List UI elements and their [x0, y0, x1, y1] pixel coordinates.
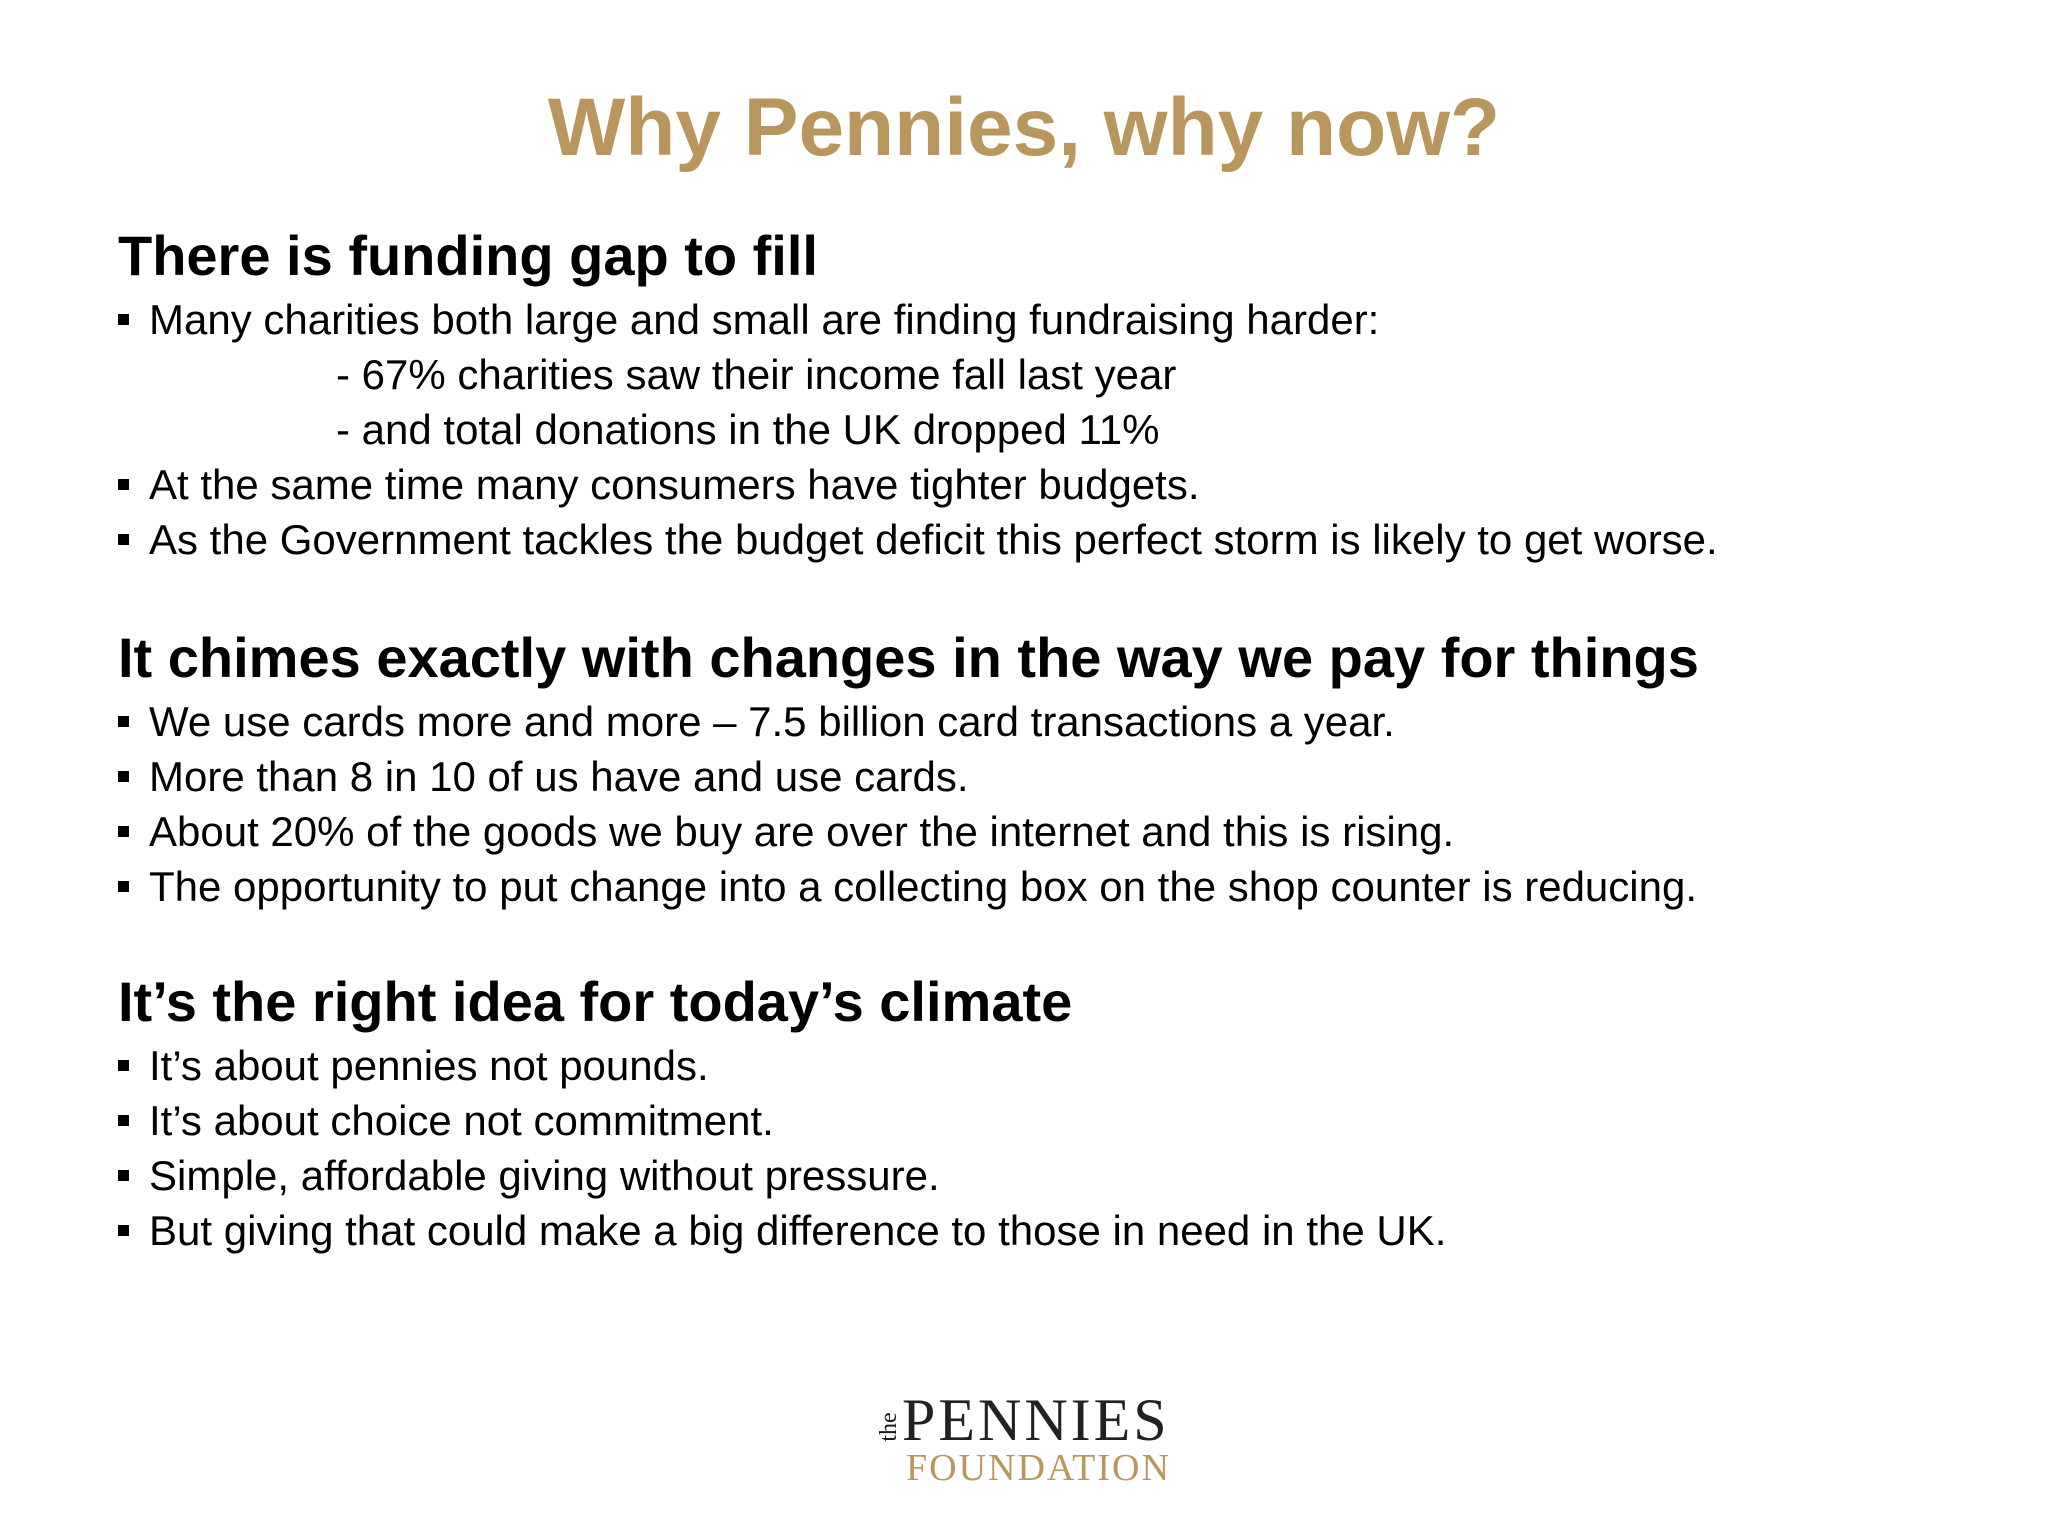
- square-bullet-icon: [118, 1060, 129, 1071]
- square-bullet-icon: [118, 1170, 129, 1181]
- section-heading-funding-gap: There is funding gap to fill: [118, 224, 818, 287]
- square-bullet-icon: [118, 771, 129, 782]
- bullet-item: About 20% of the goods we buy are over the internet and this is rising.: [118, 804, 1454, 859]
- bullet-item: We use cards more and more – 7.5 billion card transactions a year.: [118, 694, 1395, 749]
- logo-foundation-text: FOUNDATION: [906, 1447, 1171, 1489]
- square-bullet-icon: [118, 479, 129, 490]
- bullet-item: It’s about pennies not pounds.: [118, 1038, 709, 1093]
- bullet-item: As the Government tackles the budget deficit this perfect storm is likely to get worse.: [118, 512, 1718, 567]
- sub-item: - and total donations in the UK dropped 11%: [336, 406, 1160, 453]
- bullet-item: Many charities both large and small are finding fundraising harder:: [118, 292, 1379, 347]
- square-bullet-icon: [118, 881, 129, 892]
- bullet-item: But giving that could make a big difference to those in need in the UK.: [118, 1203, 1446, 1258]
- bullet-item: The opportunity to put change into a collecting box on the shop counter is reducing.: [118, 859, 1697, 914]
- bullet-item: At the same time many consumers have tighter budgets.: [118, 457, 1200, 512]
- sub-item: - 67% charities saw their income fall last year: [336, 351, 1177, 398]
- logo-pennies-text: PENNIES: [902, 1387, 1170, 1453]
- square-bullet-icon: [118, 534, 129, 545]
- section-heading-payment-changes: It chimes exactly with changes in the way we pay for things: [118, 626, 1699, 689]
- pennies-foundation-logo: [874, 1388, 1194, 1498]
- bullet-item: Simple, affordable giving without pressure.: [118, 1148, 940, 1203]
- bullet-item: It’s about choice not commitment.: [118, 1093, 774, 1148]
- slide-title: Why Pennies, why now?: [547, 82, 1501, 173]
- square-bullet-icon: [118, 1225, 129, 1236]
- section-heading-right-idea: It’s the right idea for today’s climate: [118, 970, 1073, 1033]
- square-bullet-icon: [118, 1115, 129, 1126]
- square-bullet-icon: [118, 716, 129, 727]
- square-bullet-icon: [118, 314, 129, 325]
- logo-the-text: the: [876, 1412, 902, 1442]
- square-bullet-icon: [118, 826, 129, 837]
- bullet-item: More than 8 in 10 of us have and use cards.: [118, 749, 969, 804]
